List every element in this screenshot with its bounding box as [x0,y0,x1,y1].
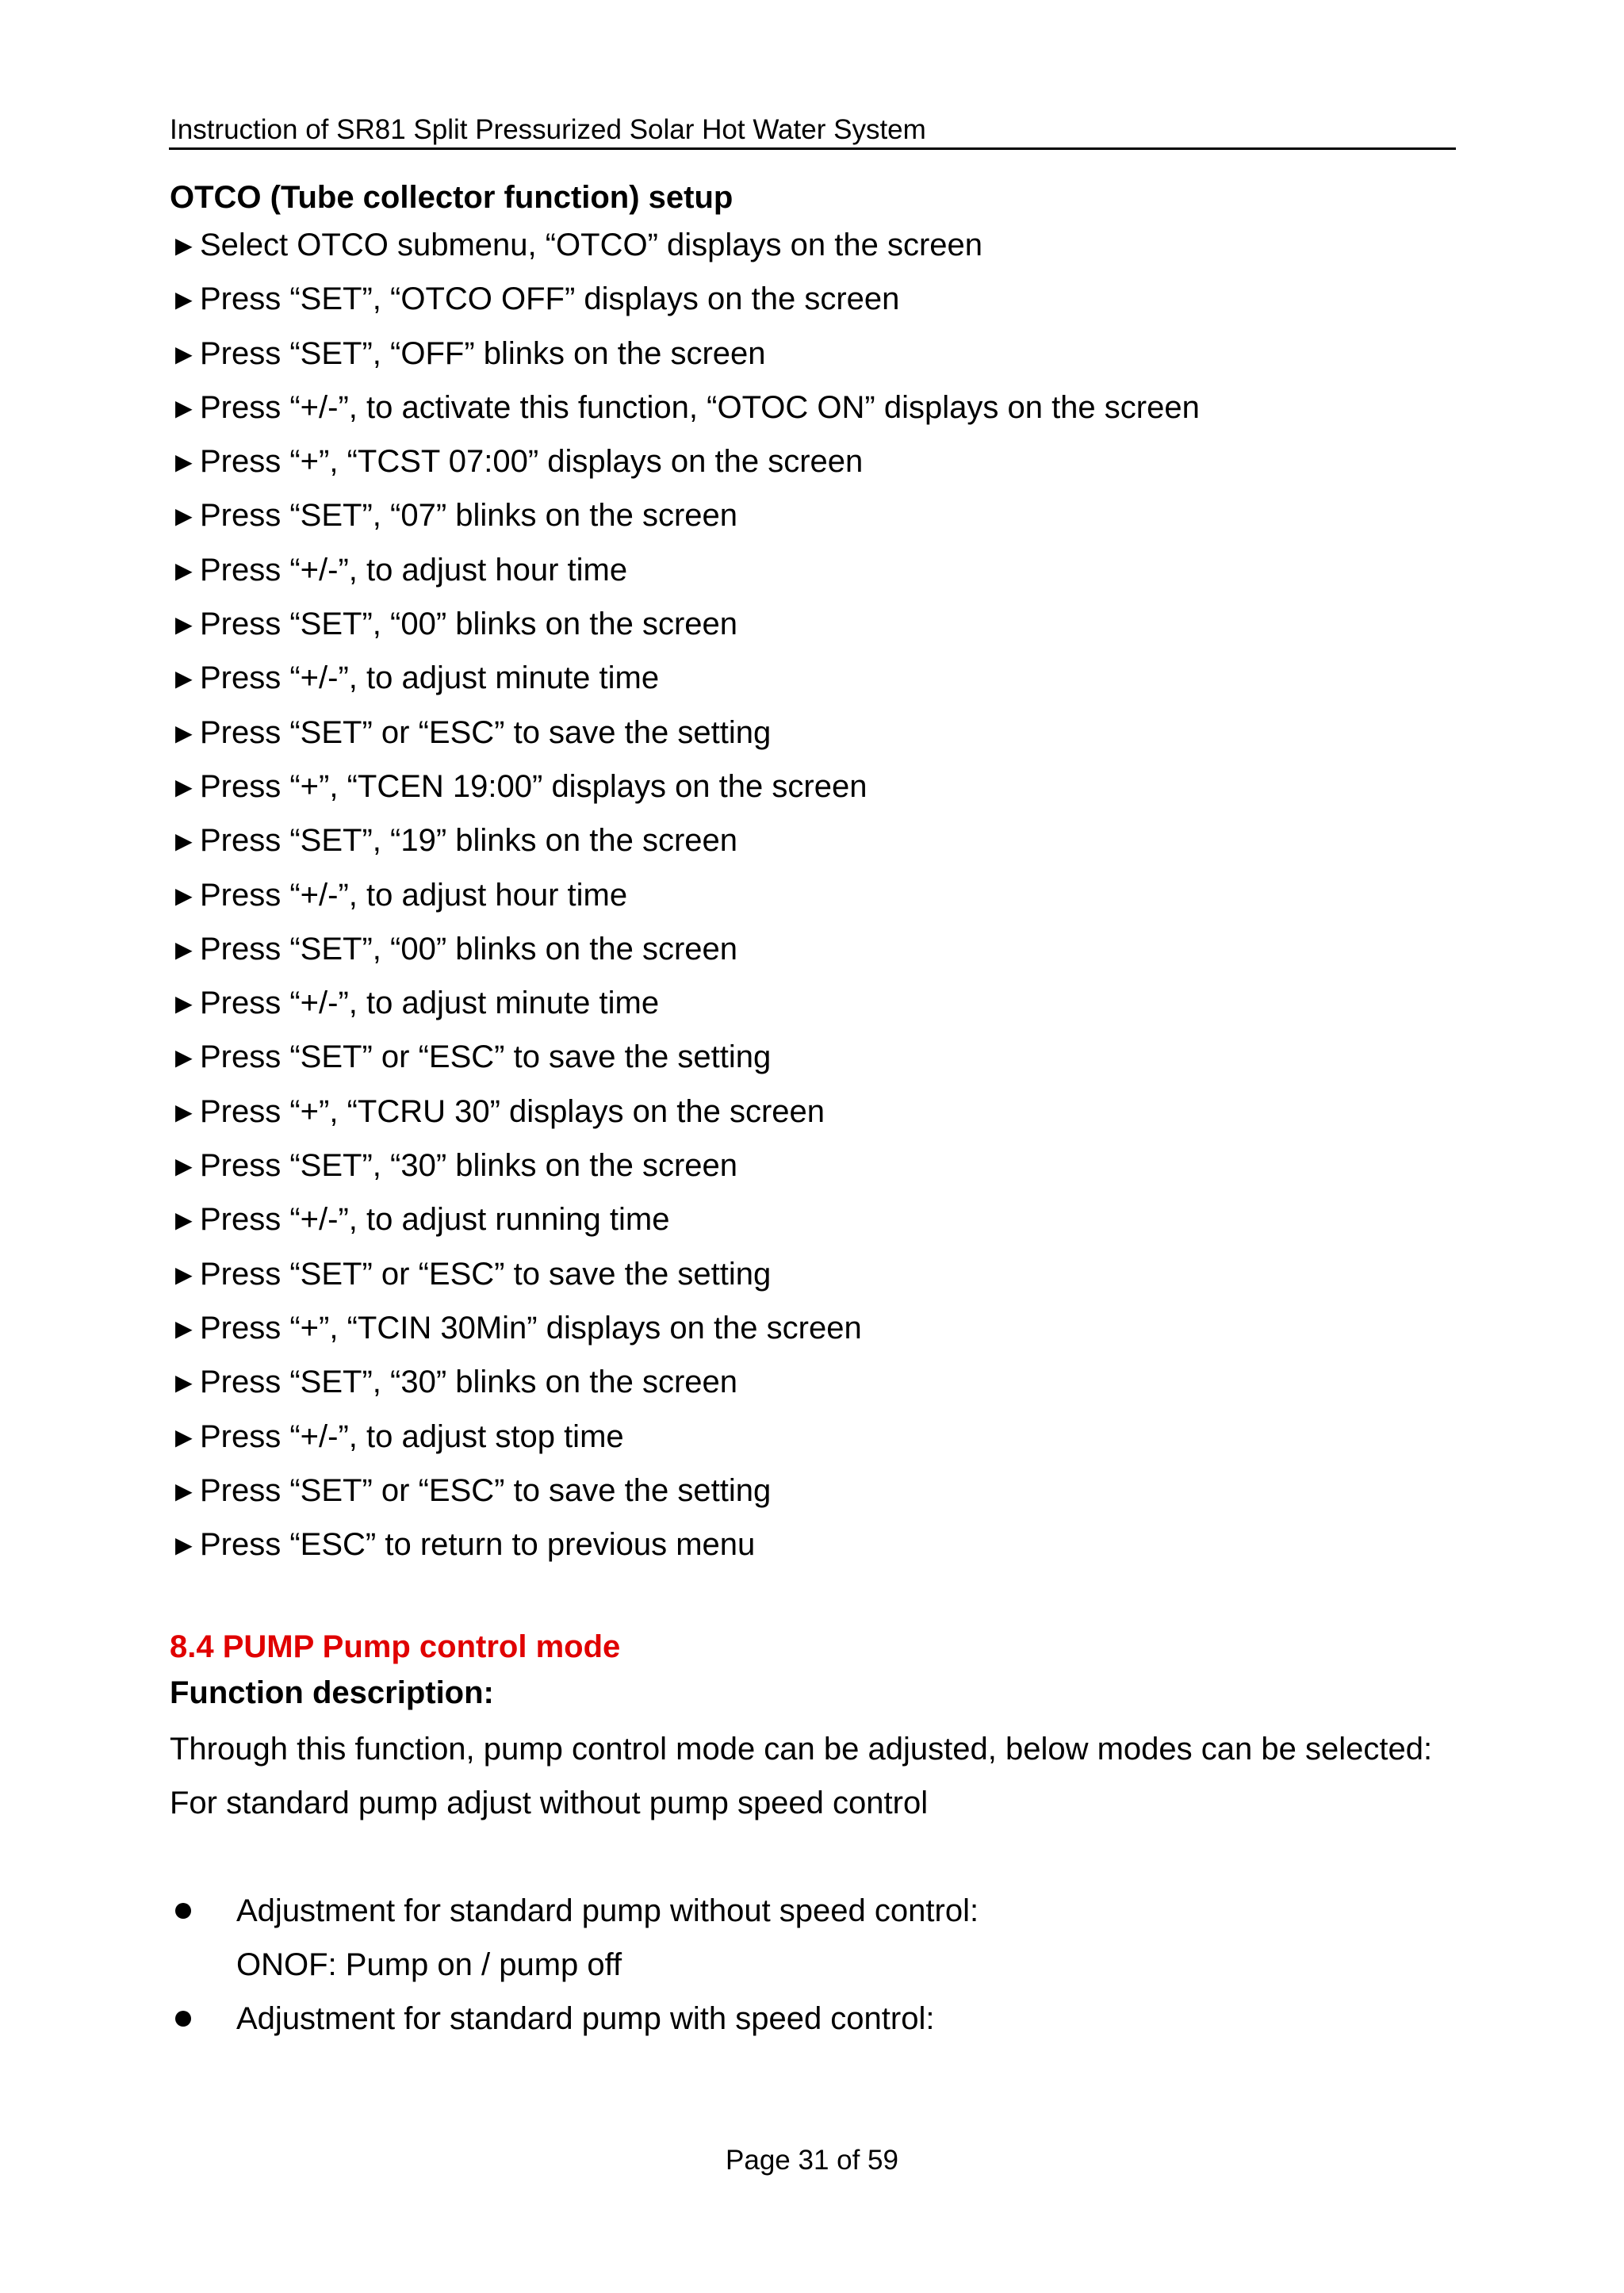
paragraph: For standard pump adjust without pump speed control [170,1786,929,1820]
step-text: Press “SET” or “ESC” to save the setting [200,714,772,750]
arrow-icon: ► [170,500,198,533]
arrow-icon: ► [170,608,198,641]
function-description-label: Function description: [170,1675,494,1710]
arrow-icon: ► [170,391,198,424]
step-text: Press “+/-”, to adjust hour time [200,877,628,913]
step-item [170,543,1470,597]
arrow-icon: ► [170,716,198,749]
step-text: Press “SET” or “ESC” to save the setting [200,1039,772,1075]
step-text: Press “+/-”, to adjust minute time [200,660,660,696]
step-item [170,651,1470,705]
step-item [170,1192,1470,1246]
arrow-icon: ► [170,1150,198,1183]
arrow-icon: ► [170,932,198,966]
page-number: Page 31 of 59 [726,2145,898,2176]
step-item [170,1518,1470,1571]
step-text: Press “SET”, “OTCO OFF” displays on the screen [200,281,900,317]
step-item [170,1030,1470,1084]
step-item [170,706,1470,760]
arrow-icon: ► [170,825,198,858]
step-text: Press “+”, “TCEN 19:00” displays on the screen [200,768,868,804]
arrow-icon: ► [170,229,198,262]
bullet-icon [175,2011,191,2027]
step-item [170,488,1470,542]
step-text: Press “SET”, “00” blinks on the screen [200,931,738,967]
step-item [170,1410,1470,1464]
arrow-icon: ► [170,770,198,803]
step-text: Press “+/-”, to adjust running time [200,1202,670,1238]
step-text: Press “SET”, “07” blinks on the screen [200,498,738,534]
step-text: Press “+/-”, to activate this function, “OTOC ON” displays on the screen [200,389,1200,425]
step-item [170,1464,1470,1518]
pump-description [170,1722,1432,1830]
step-text: Press “+/-”, to adjust minute time [200,986,660,1021]
arrow-icon: ► [170,1204,198,1237]
arrow-icon: ► [170,446,198,479]
bullet-text: Adjustment for standard pump with speed control: [236,2001,935,2036]
running-header: Instruction of SR81 Split Pressurized Solar Hot Water System [170,114,926,145]
step-text: Press “SET”, “30” blinks on the screen [200,1148,738,1184]
step-item [170,976,1470,1030]
step-item [170,272,1470,326]
step-text: Press “SET” or “ESC” to save the setting [200,1472,772,1508]
step-text: Press “+”, “TCRU 30” displays on the screen [200,1093,825,1129]
step-item [170,1355,1470,1409]
arrow-icon: ► [170,283,198,316]
arrow-icon: ► [170,1529,198,1562]
step-text: Press “SET”, “00” blinks on the screen [200,607,738,642]
arrow-icon: ► [170,1258,198,1291]
page-footer [0,2143,1624,2178]
step-item [170,597,1470,651]
arrow-icon: ► [170,1420,198,1453]
arrow-icon: ► [170,662,198,695]
arrow-icon: ► [170,1041,198,1074]
step-text: Press “SET”, “30” blinks on the screen [200,1365,738,1400]
bullet-text: Adjustment for standard pump without speed control: [236,1893,979,1928]
step-text: Select OTCO submenu, “OTCO” displays on the screen [200,228,983,262]
arrow-icon: ► [170,879,198,912]
paragraph: Through this function, pump control mode can be adjusted, below modes can be selected: [170,1732,1433,1767]
step-item [170,813,1470,867]
step-text: Press “SET”, “19” blinks on the screen [200,823,738,859]
step-text: Press “SET” or “ESC” to save the setting [200,1256,772,1292]
step-item [170,1085,1470,1139]
step-item [170,1301,1470,1355]
step-item [170,327,1470,381]
step-text: Press “ESC” to return to previous menu [200,1527,756,1563]
arrow-icon: ► [170,1366,198,1399]
arrow-icon: ► [170,1311,198,1345]
step-item [170,922,1470,976]
arrow-icon: ► [170,553,198,587]
arrow-icon: ► [170,1095,198,1128]
header-rule [169,147,1456,150]
step-item [170,381,1470,434]
otco-steps-list [170,218,1470,1571]
bullet-icon [175,1903,191,1919]
step-item [170,760,1470,813]
step-item [170,1139,1470,1192]
arrow-icon: ► [170,337,198,370]
step-item [170,218,1470,272]
otco-section [170,177,1470,1571]
step-item [170,1247,1470,1301]
arrow-icon: ► [170,1474,198,1507]
step-text: Press “+/-”, to adjust stop time [200,1418,624,1454]
step-text: Press “+/-”, to adjust hour time [200,552,628,588]
bullet-subtext: ONOF: Pump on / pump off [236,1947,622,1982]
arrow-icon: ► [170,987,198,1020]
step-text: Press “SET”, “OFF” blinks on the screen [200,335,766,371]
pump-section-heading: 8.4 PUMP Pump control mode [170,1629,621,1664]
step-text: Press “+”, “TCIN 30Min” displays on the screen [200,1310,862,1346]
step-item [170,434,1470,488]
step-item [170,868,1470,922]
otco-heading: OTCO (Tube collector function) setup [170,180,733,215]
step-text: Press “+”, “TCST 07:00” displays on the screen [200,444,864,480]
